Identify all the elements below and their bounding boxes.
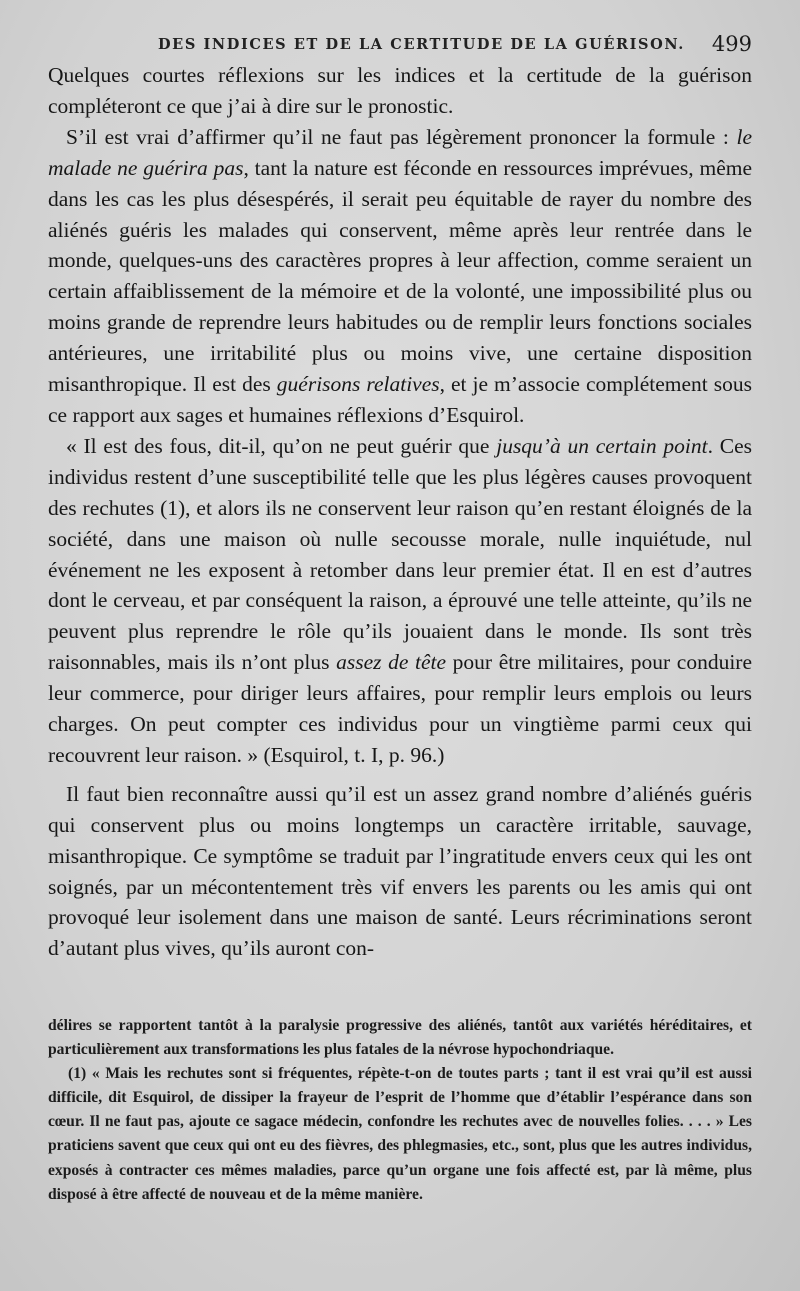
running-title: DES INDICES ET DE LA CERTITUDE DE LA GUÉRISON. [158, 36, 685, 53]
italic-text: le malade ne guérira pas [48, 124, 752, 180]
paragraph-intro [48, 60, 752, 122]
italic-text: jusqu’à un certain point [496, 433, 708, 458]
footnote-continuation: délires se rapportent tantôt à la paralysie progressive des aliénés, tantôt aux variétés héréditaires, et particulièrement aux transformations les plus fatales de la névrose hypochondriaque. [48, 1017, 752, 1059]
text-run: pour être militaires, pour conduire leur commerce, pour diriger leurs affaires, pour remplir leurs emplois ou leurs charges. On peut compter ces individus pour un vingtième parmi ceux qui recouvrent leur raison. » (Esquirol, t. I, p. 96.) [48, 650, 752, 767]
main-text [48, 60, 752, 964]
italic-text: guérisons relatives [276, 372, 440, 397]
text-run: « Il est des fous, dit-il, qu’on ne peut guérir que [66, 433, 497, 458]
paragraph-guerisons-relatives [48, 122, 752, 431]
page-number: 499 [711, 32, 752, 56]
text-run: S’il est vrai d’affirmer qu’il ne faut pas légèrement prononcer la formule : [66, 124, 737, 149]
italic-text: assez de tête [336, 650, 447, 675]
paragraph-caractere-irritable [48, 779, 752, 964]
footnote-1: (1) « Mais les rechutes sont si fréquentes, répète-t-on de toutes parts ; tant il est vrai qu’il est aussi difficile, dit Esquirol, de dissiper la frayeur de l’esprit de l’homme que d’établir l’espérance dans son cœur. Il ne faut pas, ajoute ce sagace médecin, confondre les rechutes avec de nouvelles folies. . . . » Les praticiens savent que ceux qui ont eu des fièvres, des phlegmasies, etc., sont, plus que les autres individus, exposés à contracter ces mêmes maladies, parce qu’un organe une fois affecté est, par là même, plus disposé à être affecté de nouveau et de la même manière. [48, 1065, 752, 1203]
text-run: . Ces individus restent d’une susceptibilité telle que les plus légères causes provoquent des rechutes (1), et alors ils ne conservent leur raison qu’en restant éloignés de la société, dans une maison où nulle secousse morale, nulle inquiétude, nul événement ne les exposent à retomber dans leur premier état. Il en est d’autres dont le cerveau, et par conséquent la raison, a éprouvé une telle atteinte, qu’ils ne peuvent plus reprendre le rôle qu’ils jouaient dans le monde. Ils sont très raisonnables, mais ils n’ont plus [48, 433, 752, 675]
page-header [48, 32, 752, 58]
paragraph-esquirol-quote [48, 431, 752, 771]
footnotes [48, 1014, 752, 1207]
text-run: , et je m’associe complétement sous ce rapport aux sages et humaines réflexions d’Esquirol. [48, 372, 752, 427]
text-run: Il faut bien reconnaître aussi qu’il est un assez grand nombre d’aliénés guéris qui conservent plus ou moins longtemps un caractère irritable, sauvage, misanthropique. Ce symptôme se traduit par l’ingratitude envers ceux qui les ont soignés, par un mécontentement très vif envers les parents ou les amis qui ont provoqué leur isolement dans une maison de santé. Leurs récriminations seront d’autant plus vives, qu’ils auront con- [48, 781, 752, 961]
text-run: Quelques courtes réflexions sur les indices et la certitude de la guérison compléteront ce que j’ai à dire sur le pronostic. [48, 63, 752, 118]
text-run: , tant la nature est féconde en ressources imprévues, même dans les cas les plus désespérés, il serait peu équitable de rayer du nombre des aliénés guéris les malades qui conservent, même après leur rentrée dans le monde, quelques-uns des caractères propres à leur affection, comme seraient un certain affaiblissement de la mémoire et de la volonté, une impossibilité plus ou moins grande de reprendre leurs habitudes ou de remplir leurs fonctions sociales antérieures, une irritabilité plus ou moins vive, une certaine disposition misanthropique. Il est des [48, 155, 753, 397]
